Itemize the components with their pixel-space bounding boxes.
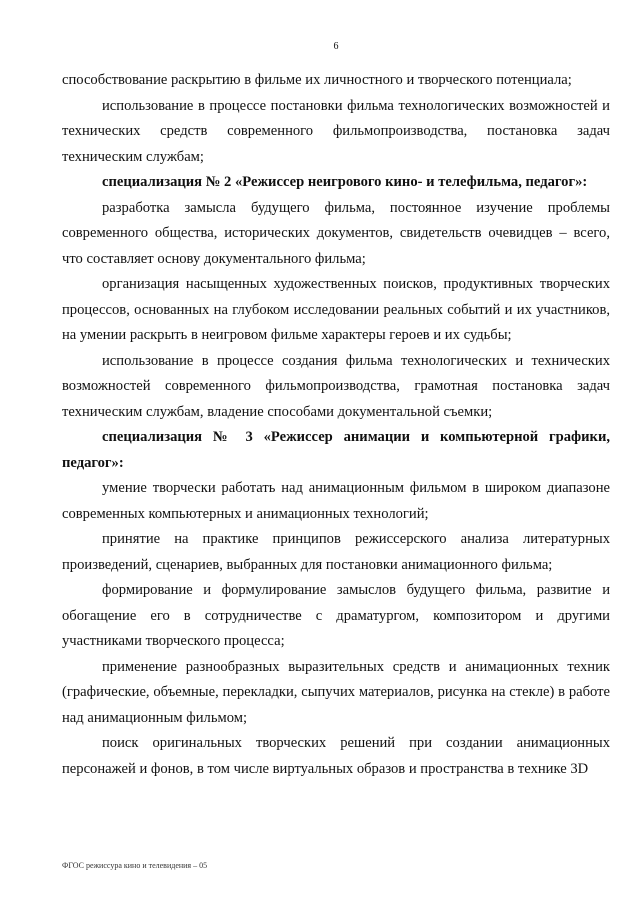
page-number: 6 [333,41,339,52]
paragraph-item: формирование и формулирование замыслов будущего фильма, развитие и обогащение его в сотрудничестве с драматургом, композитором и другими участниками творческого процесса; [62,582,610,649]
paragraph-continuation: способствование раскрытию в фильме их личностного и творческого потенциала; [62,72,572,88]
specialization-heading-2: специализация № 2 «Режиссер неигрового кино- и телефильма, педагог»: [102,174,588,190]
paragraph-item: организация насыщенных художественных поисков, продуктивных творческих процессов, основанных на глубоком исследовании реальных событий и их участников, на умении раскрыть в неигровом фильме характеры героев и их судьбы; [62,276,610,343]
paragraph-item: умение творчески работать над анимационным фильмом в широком диапазоне современных компьютерных и анимационных технологий; [62,480,610,522]
specialization-heading-3: специализация № 3 «Режиссер анимации и компьютерной графики, педагог»: [62,429,610,471]
paragraph-item: использование в процессе постановки фильма технологических возможностей и технических средств современного фильмопроизводства, постановка задач техническим службам; [62,97,610,165]
paragraph-item: применение разнообразных выразительных средств и анимационных техник (графические, объемные, перекладки, сыпучих материалов, рисунка на стекле) в работе над анимационным фильмом; [62,658,610,726]
paragraph-item: поиск оригинальных творческих решений при создании анимационных персонажей и фонов, в том числе виртуальных образов и пространства в технике 3D [62,735,610,777]
page-footer: ФГОС режиссура кино и телевидения – 05 [62,861,208,870]
paragraph-item: использование в процессе создания фильма технологических и технических возможностей современного фильмопроизводства, грамотная постановка задач техническим службам, владение способами документальной съемки; [62,352,610,420]
paragraph-item: принятие на практике принципов режиссерского анализа литературных произведений, сценариев, выбранных для постановки анимационного фильма; [62,531,610,573]
paragraph-item: разработка замысла будущего фильма, постоянное изучение проблемы современного общества, исторических документов, свидетельств очевидцев – всего, что составляет основу документального фильма; [62,199,610,267]
